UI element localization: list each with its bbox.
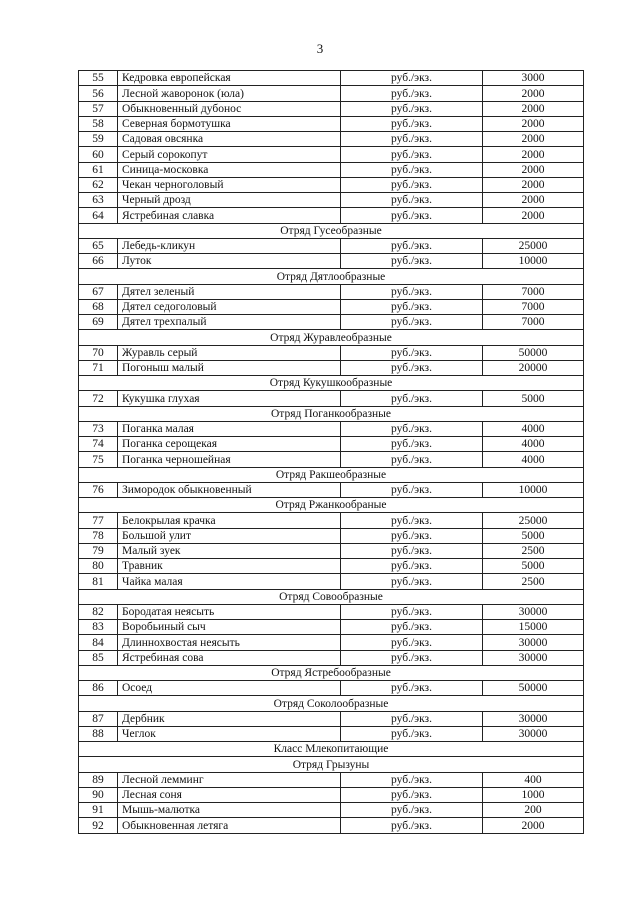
price-cell: 5000 [483, 391, 584, 406]
unit-cell: руб./экз. [341, 391, 483, 406]
row-number: 83 [79, 620, 118, 635]
row-number: 57 [79, 101, 118, 116]
price-cell: 3000 [483, 71, 584, 86]
row-number: 91 [79, 803, 118, 818]
unit-cell: руб./экз. [341, 193, 483, 208]
table-row [79, 101, 584, 116]
unit-cell: руб./экз. [341, 513, 483, 528]
species-name: Осоед [118, 681, 341, 696]
species-name: Синица-московка [118, 162, 341, 177]
price-cell: 2000 [483, 147, 584, 162]
species-name: Травник [118, 559, 341, 574]
unit-cell: руб./экз. [341, 482, 483, 497]
row-number: 64 [79, 208, 118, 223]
unit-cell: руб./экз. [341, 177, 483, 192]
price-cell: 2000 [483, 162, 584, 177]
price-table [78, 70, 584, 834]
unit-cell: руб./экз. [341, 681, 483, 696]
price-cell: 50000 [483, 345, 584, 360]
species-name: Обыкновенная летяга [118, 818, 341, 833]
table-row [79, 620, 584, 635]
species-name: Северная бормотушка [118, 116, 341, 131]
unit-cell: руб./экз. [341, 787, 483, 802]
table-row [79, 528, 584, 543]
table-row [79, 299, 584, 314]
row-number: 66 [79, 254, 118, 269]
price-cell: 2000 [483, 101, 584, 116]
table-row [79, 559, 584, 574]
table-row [79, 650, 584, 665]
unit-cell: руб./экз. [341, 162, 483, 177]
species-name: Садовая овсянка [118, 132, 341, 147]
table-row [79, 254, 584, 269]
species-name: Белокрылая крачка [118, 513, 341, 528]
section-title: Класс Млекопитающие [79, 742, 584, 757]
price-cell: 30000 [483, 604, 584, 619]
price-cell: 2000 [483, 177, 584, 192]
section-header-row [79, 406, 584, 421]
row-number: 76 [79, 482, 118, 497]
unit-cell: руб./экз. [341, 147, 483, 162]
table-row [79, 772, 584, 787]
unit-cell: руб./экз. [341, 360, 483, 375]
page-number: 3 [316, 41, 324, 56]
species-name: Мышь-малютка [118, 803, 341, 818]
row-number: 59 [79, 132, 118, 147]
row-number: 92 [79, 818, 118, 833]
price-cell: 50000 [483, 681, 584, 696]
species-name: Малый зуек [118, 543, 341, 558]
unit-cell: руб./экз. [341, 421, 483, 436]
unit-cell: руб./экз. [341, 132, 483, 147]
table-row [79, 681, 584, 696]
unit-cell: руб./экз. [341, 711, 483, 726]
section-header-row [79, 467, 584, 482]
price-cell: 10000 [483, 254, 584, 269]
table-row [79, 147, 584, 162]
table-row [79, 803, 584, 818]
price-cell: 2500 [483, 543, 584, 558]
table-row [79, 437, 584, 452]
table-row [79, 360, 584, 375]
species-name: Кукушка глухая [118, 391, 341, 406]
table-row [79, 132, 584, 147]
unit-cell: руб./экз. [341, 650, 483, 665]
table-row [79, 787, 584, 802]
row-number: 56 [79, 86, 118, 101]
table-row [79, 71, 584, 86]
species-name: Дербник [118, 711, 341, 726]
price-cell: 7000 [483, 315, 584, 330]
price-cell: 4000 [483, 452, 584, 467]
table-row [79, 421, 584, 436]
section-title: Отряд Дятлообразные [79, 269, 584, 284]
species-name: Зимородок обыкновенный [118, 482, 341, 497]
species-name: Черный дрозд [118, 193, 341, 208]
row-number: 72 [79, 391, 118, 406]
species-name: Ястребиная сова [118, 650, 341, 665]
species-name: Обыкновенный дубонос [118, 101, 341, 116]
table-row [79, 635, 584, 650]
row-number: 67 [79, 284, 118, 299]
section-header-row [79, 665, 584, 680]
row-number: 90 [79, 787, 118, 802]
species-name: Длиннохвостая неясыть [118, 635, 341, 650]
price-cell: 30000 [483, 726, 584, 741]
species-name: Журавль серый [118, 345, 341, 360]
species-name: Чеглок [118, 726, 341, 741]
section-title: Отряд Ястребообразные [79, 665, 584, 680]
row-number: 89 [79, 772, 118, 787]
table-row [79, 238, 584, 253]
row-number: 55 [79, 71, 118, 86]
price-cell: 2000 [483, 208, 584, 223]
row-number: 78 [79, 528, 118, 543]
species-name: Луток [118, 254, 341, 269]
species-name: Лесной лемминг [118, 772, 341, 787]
section-title: Отряд Гусеобразные [79, 223, 584, 238]
row-number: 69 [79, 315, 118, 330]
row-number: 88 [79, 726, 118, 741]
species-name: Воробьиный сыч [118, 620, 341, 635]
price-cell: 400 [483, 772, 584, 787]
price-cell: 7000 [483, 284, 584, 299]
unit-cell: руб./экз. [341, 345, 483, 360]
species-name: Дятел трехпалый [118, 315, 341, 330]
species-name: Дятел зеленый [118, 284, 341, 299]
price-cell: 7000 [483, 299, 584, 314]
table-row [79, 116, 584, 131]
species-name: Чекан черноголовый [118, 177, 341, 192]
section-header-row [79, 696, 584, 711]
section-header-row [79, 589, 584, 604]
table-row [79, 177, 584, 192]
section-header-row [79, 498, 584, 513]
section-title: Отряд Кукушкообразные [79, 376, 584, 391]
price-cell: 5000 [483, 559, 584, 574]
row-number: 80 [79, 559, 118, 574]
species-name: Дятел седоголовый [118, 299, 341, 314]
price-cell: 4000 [483, 421, 584, 436]
section-title: Отряд Совообразные [79, 589, 584, 604]
row-number: 70 [79, 345, 118, 360]
table-row [79, 482, 584, 497]
price-cell: 15000 [483, 620, 584, 635]
unit-cell: руб./экз. [341, 772, 483, 787]
row-number: 62 [79, 177, 118, 192]
table-row [79, 543, 584, 558]
price-cell: 30000 [483, 650, 584, 665]
row-number: 77 [79, 513, 118, 528]
species-name: Поганка черношейная [118, 452, 341, 467]
table-row [79, 513, 584, 528]
species-name: Большой улит [118, 528, 341, 543]
table-row [79, 162, 584, 177]
row-number: 68 [79, 299, 118, 314]
section-title: Отряд Ржанкообраные [79, 498, 584, 513]
row-number: 71 [79, 360, 118, 375]
price-cell: 2500 [483, 574, 584, 589]
table-row [79, 391, 584, 406]
price-cell: 10000 [483, 482, 584, 497]
row-number: 87 [79, 711, 118, 726]
section-title: Отряд Соколообразные [79, 696, 584, 711]
price-cell: 2000 [483, 116, 584, 131]
table-row [79, 345, 584, 360]
table-body [79, 71, 584, 834]
species-name: Поганка серощекая [118, 437, 341, 452]
row-number: 81 [79, 574, 118, 589]
row-number: 60 [79, 147, 118, 162]
species-name: Чайка малая [118, 574, 341, 589]
unit-cell: руб./экз. [341, 86, 483, 101]
table-row [79, 574, 584, 589]
unit-cell: руб./экз. [341, 101, 483, 116]
price-cell: 200 [483, 803, 584, 818]
section-title: Отряд Поганкообразные [79, 406, 584, 421]
table-row [79, 818, 584, 833]
section-title: Отряд Грызуны [79, 757, 584, 772]
section-title: Отряд Ракшеобразные [79, 467, 584, 482]
section-header-row [79, 757, 584, 772]
unit-cell: руб./экз. [341, 559, 483, 574]
unit-cell: руб./экз. [341, 299, 483, 314]
species-name: Бородатая неясыть [118, 604, 341, 619]
unit-cell: руб./экз. [341, 284, 483, 299]
unit-cell: руб./экз. [341, 528, 483, 543]
species-name: Лесной жаворонок (юла) [118, 86, 341, 101]
price-cell: 2000 [483, 193, 584, 208]
row-number: 61 [79, 162, 118, 177]
price-cell: 2000 [483, 818, 584, 833]
table-row [79, 208, 584, 223]
row-number: 84 [79, 635, 118, 650]
section-header-row [79, 223, 584, 238]
unit-cell: руб./экз. [341, 543, 483, 558]
row-number: 79 [79, 543, 118, 558]
section-header-row [79, 330, 584, 345]
unit-cell: руб./экз. [341, 238, 483, 253]
section-header-row [79, 742, 584, 757]
table-row [79, 604, 584, 619]
table-row [79, 726, 584, 741]
unit-cell: руб./экз. [341, 437, 483, 452]
price-cell: 4000 [483, 437, 584, 452]
price-cell: 2000 [483, 132, 584, 147]
unit-cell: руб./экз. [341, 620, 483, 635]
row-number: 75 [79, 452, 118, 467]
table-row [79, 86, 584, 101]
species-name: Погоныш малый [118, 360, 341, 375]
unit-cell: руб./экз. [341, 818, 483, 833]
section-header-row [79, 376, 584, 391]
unit-cell: руб./экз. [341, 803, 483, 818]
unit-cell: руб./экз. [341, 116, 483, 131]
unit-cell: руб./экз. [341, 315, 483, 330]
species-name: Лебедь-кликун [118, 238, 341, 253]
price-cell: 25000 [483, 238, 584, 253]
species-name: Серый сорокопут [118, 147, 341, 162]
table-row [79, 315, 584, 330]
species-name: Лесная соня [118, 787, 341, 802]
section-header-row [79, 269, 584, 284]
row-number: 73 [79, 421, 118, 436]
price-cell: 20000 [483, 360, 584, 375]
unit-cell: руб./экз. [341, 604, 483, 619]
price-cell: 1000 [483, 787, 584, 802]
price-cell: 5000 [483, 528, 584, 543]
row-number: 82 [79, 604, 118, 619]
table-row [79, 711, 584, 726]
unit-cell: руб./экз. [341, 574, 483, 589]
row-number: 63 [79, 193, 118, 208]
unit-cell: руб./экз. [341, 635, 483, 650]
row-number: 65 [79, 238, 118, 253]
unit-cell: руб./экз. [341, 726, 483, 741]
row-number: 86 [79, 681, 118, 696]
species-name: Поганка малая [118, 421, 341, 436]
section-title: Отряд Журавлеобразные [79, 330, 584, 345]
table-row [79, 193, 584, 208]
price-cell: 30000 [483, 635, 584, 650]
unit-cell: руб./экз. [341, 452, 483, 467]
row-number: 74 [79, 437, 118, 452]
species-name: Ястребиная славка [118, 208, 341, 223]
unit-cell: руб./экз. [341, 208, 483, 223]
species-name: Кедровка европейская [118, 71, 341, 86]
unit-cell: руб./экз. [341, 254, 483, 269]
table-row [79, 284, 584, 299]
price-cell: 2000 [483, 86, 584, 101]
price-cell: 25000 [483, 513, 584, 528]
table-row [79, 452, 584, 467]
unit-cell: руб./экз. [341, 71, 483, 86]
price-cell: 30000 [483, 711, 584, 726]
row-number: 58 [79, 116, 118, 131]
row-number: 85 [79, 650, 118, 665]
